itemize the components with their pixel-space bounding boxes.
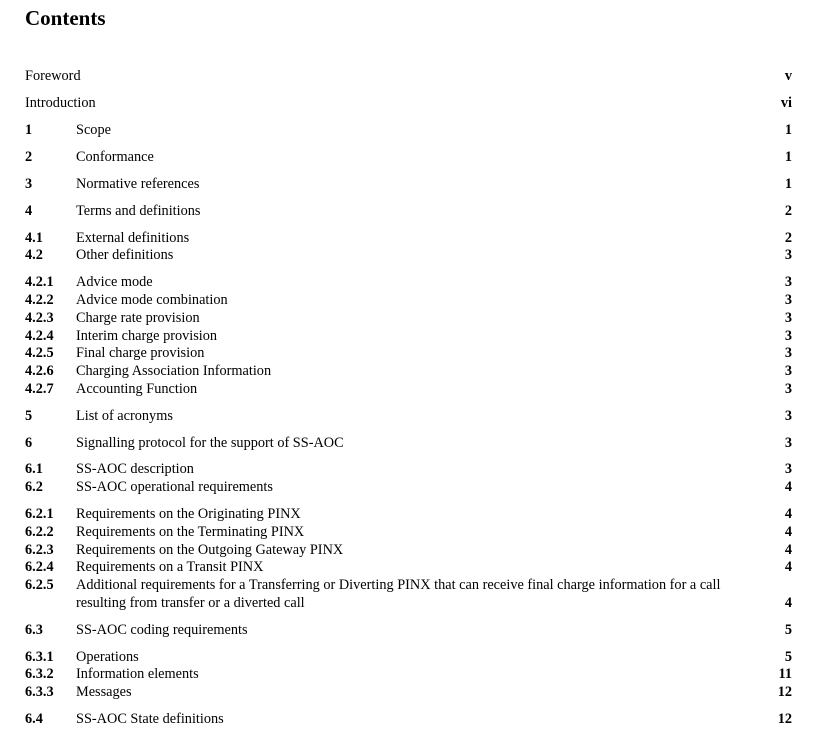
toc-entry[interactable]: [25, 344, 792, 362]
toc-entry-number: 4: [25, 203, 33, 219]
toc-entry-number: 6.2.3: [25, 542, 54, 558]
toc-entry-page: 4: [784, 542, 792, 558]
toc-entry-number: 6: [25, 435, 33, 451]
toc-entry-text: Requirements on a Transit PINX: [76, 559, 264, 575]
page-title: Contents: [25, 6, 106, 30]
toc-entry[interactable]: [25, 202, 792, 220]
toc-entry-page: 3: [784, 292, 792, 308]
toc-entry[interactable]: [25, 246, 792, 264]
toc-entry[interactable]: [25, 291, 792, 309]
toc-entry-text: Terms and definitions: [76, 203, 201, 219]
toc-entry[interactable]: [25, 523, 792, 541]
toc-entry-page: 4: [784, 595, 792, 611]
toc-entry-page: 12: [777, 684, 792, 700]
toc-entry-text: Other definitions: [76, 247, 174, 263]
toc-entry-text: Scope: [76, 122, 111, 138]
toc-entry[interactable]: [25, 460, 792, 478]
toc-entry-text: Signalling protocol for the support of SS-AOC: [76, 435, 344, 451]
toc-entry[interactable]: [25, 541, 792, 559]
toc-entry-text: Information elements: [76, 666, 199, 682]
toc-entry-number: 6.2.4: [25, 559, 54, 575]
toc-entry-page: 5: [784, 649, 792, 665]
toc-entry-number: 6.3: [25, 622, 43, 638]
toc-entry-number: 4.2.7: [25, 381, 54, 397]
toc-entry-text: Requirements on the Outgoing Gateway PINX: [76, 542, 344, 558]
toc-entry[interactable]: [25, 94, 792, 112]
toc-entry-page: 3: [784, 363, 792, 379]
toc-entry-page: 4: [784, 559, 792, 575]
toc-entry-number: 6.3.3: [25, 684, 54, 700]
toc-entry[interactable]: [25, 327, 792, 345]
toc-entry-text: Advice mode combination: [76, 292, 228, 308]
toc-entry-page: 2: [784, 203, 792, 219]
toc-entry-text: Requirements on the Originating PINX: [76, 506, 301, 522]
toc-entry-page: 3: [784, 310, 792, 326]
toc-entry-text: Requirements on the Terminating PINX: [76, 524, 305, 540]
toc-entry-text: Charge rate provision: [76, 310, 200, 326]
toc-entry-number: 6.3.2: [25, 666, 54, 682]
toc-entry-page: 2: [784, 230, 792, 246]
toc-entry-text: Introduction: [25, 95, 96, 111]
toc-entry-page: 3: [784, 408, 792, 424]
toc-entry-number: 4.2.1: [25, 274, 54, 290]
toc-entry-page: 3: [784, 247, 792, 263]
toc-entry-page: 3: [784, 274, 792, 290]
toc-entry-number: 6.2.5: [25, 577, 54, 593]
toc-entry-number: 2: [25, 149, 33, 165]
toc-entry-number: 6.3.1: [25, 649, 54, 665]
toc-entry-text: Advice mode: [76, 274, 153, 290]
toc-entry-number: 6.2.2: [25, 524, 54, 540]
toc-entry-text: Foreword: [25, 68, 81, 84]
toc-entry-page: 3: [784, 345, 792, 361]
toc-entry-page: 1: [784, 122, 792, 138]
toc-entry[interactable]: [25, 380, 792, 398]
toc-entry-text: Operations: [76, 649, 139, 665]
toc-entry-page: 12: [777, 711, 792, 727]
toc-entry[interactable]: [25, 665, 792, 683]
toc-entry[interactable]: [25, 576, 792, 612]
toc-entry[interactable]: [25, 621, 792, 639]
toc-entry-number: 5: [25, 408, 33, 424]
toc-entry-page: vi: [780, 95, 792, 111]
toc-entry-text: Conformance: [76, 149, 154, 165]
toc-entry[interactable]: [25, 648, 792, 666]
toc-entry[interactable]: [25, 175, 792, 193]
toc-entry-page: 3: [784, 328, 792, 344]
toc-entry-page: 4: [784, 506, 792, 522]
toc-entry-number: 4.2.5: [25, 345, 54, 361]
toc-entry[interactable]: [25, 121, 792, 139]
toc-entry-page: v: [784, 68, 792, 84]
toc-entry-number: 6.4: [25, 711, 43, 727]
toc-entry-page: 11: [778, 666, 792, 682]
toc-entry-text: Messages: [76, 684, 132, 700]
toc-entry-number: 6.1: [25, 461, 43, 477]
toc-entry-page: 4: [784, 524, 792, 540]
toc-entry[interactable]: [25, 273, 792, 291]
toc-entry-page: 5: [784, 622, 792, 638]
toc-entry-number: 6.2: [25, 479, 43, 495]
toc-entry-text: SS-AOC State definitions: [76, 711, 224, 727]
toc-entry[interactable]: [25, 505, 792, 523]
toc-entry-number: 4.2.3: [25, 310, 54, 326]
toc-entry-text: Final charge provision: [76, 345, 205, 361]
toc-entry[interactable]: [25, 362, 792, 380]
toc-entry-text: SS-AOC coding requirements: [76, 622, 248, 638]
toc-entry-text: Accounting Function: [76, 381, 198, 397]
toc-entry-number: 3: [25, 176, 33, 192]
toc-entry-page: 3: [784, 461, 792, 477]
toc-entry-number: 6.2.1: [25, 506, 54, 522]
toc-entry-text: External definitions: [76, 230, 190, 246]
toc-entry[interactable]: [25, 683, 792, 701]
toc-entry-text: SS-AOC description: [76, 461, 194, 477]
toc-entry-number: 1: [25, 122, 33, 138]
toc-entry-text: Normative references: [76, 176, 200, 192]
toc-entry[interactable]: [25, 407, 792, 425]
toc-entry[interactable]: [25, 67, 792, 85]
toc-entry-page: 1: [784, 149, 792, 165]
toc-entry[interactable]: [25, 478, 792, 496]
toc-entry-text: SS-AOC operational requirements: [76, 479, 273, 495]
toc-entry-text: Additional requirements for a Transferring or Diverting PINX that can receive final charge information for a call resulting from transfer or a diverted call: [76, 577, 721, 611]
toc-entry[interactable]: [25, 229, 792, 247]
toc-entry-number: 4.2.4: [25, 328, 54, 344]
toc-entry-number: 4.1: [25, 230, 43, 246]
toc-entry[interactable]: [25, 434, 792, 452]
toc-entry-text: Charging Association Information: [76, 363, 272, 379]
toc-entry[interactable]: [25, 558, 792, 576]
toc-entry-text: List of acronyms: [76, 408, 173, 424]
toc-entry[interactable]: [25, 309, 792, 327]
toc-entry-page: 3: [784, 435, 792, 451]
toc-entry-text: Interim charge provision: [76, 328, 218, 344]
toc-entry-page: 1: [784, 176, 792, 192]
toc-entry-number: 4.2: [25, 247, 43, 263]
toc-entry-page: 3: [784, 381, 792, 397]
toc-entry[interactable]: [25, 710, 792, 728]
toc-entry-number: 4.2.2: [25, 292, 54, 308]
toc-entry[interactable]: [25, 148, 792, 166]
toc-entry-page: 4: [784, 479, 792, 495]
toc-entry-number: 4.2.6: [25, 363, 54, 379]
